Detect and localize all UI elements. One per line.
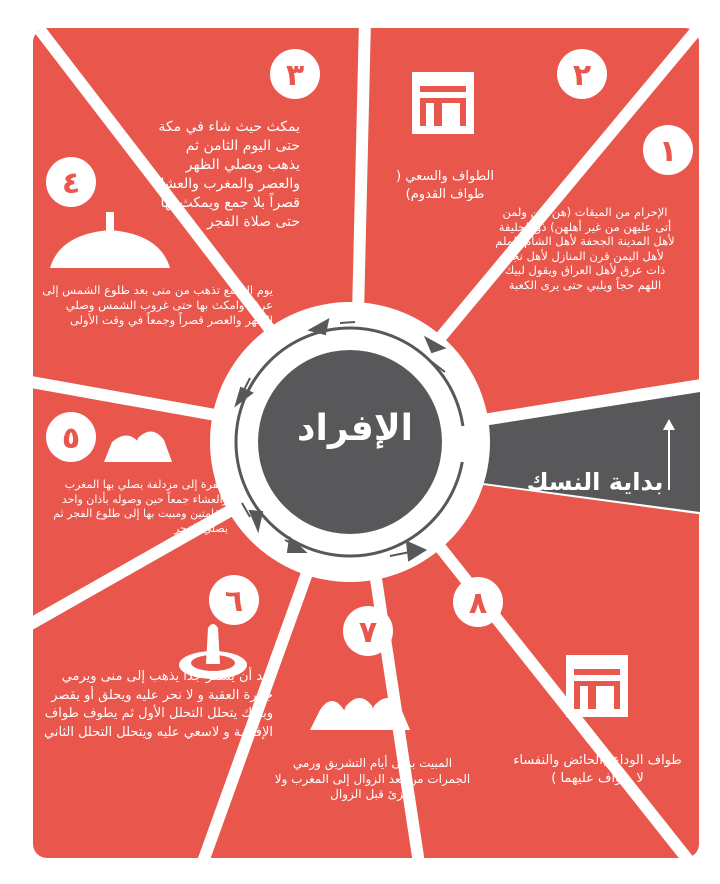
- kaaba-icon: [566, 655, 628, 717]
- center-title: الإفراد: [297, 408, 413, 449]
- step-text-4: يوم التاسع تذهب من منى بعد طلوع الشمس إلى عرفة وامكث بها حتى غروب الشمس وصلي الظهر والعصر قصراً وجمعاً في وقت الأولى: [42, 283, 273, 327]
- step-number-4: ٤: [61, 166, 81, 201]
- step-text-3: يمكث حيث شاء في مكة حتى اليوم الثامن ثم يذهب ويصلي الظهر والعصر والمغرب والعشاء قصراً بلا جمع ويمكث بها حتى صلاة الفجر: [153, 119, 300, 230]
- step-number-1: ١: [658, 134, 678, 169]
- step-number-5: ٥: [61, 421, 81, 456]
- step-text-1: الإحرام من الميقات (هن لهن ولمن أتى عليهن من غير أهلهن) ذو الحليفة لأهل المدينة الجحفة لأهل الشام يلملم لأهل اليمن قرن المنازل لأهل نجد ذات عرق لأهل العراق ويقول لبيك اللهم حجاً ويلبي حتى يرى الكعبة: [495, 205, 675, 292]
- step-number-7: ٧: [358, 615, 378, 650]
- step-text-8: طواف الوداع (الحائض والنفساء لا طواف عليهما ): [513, 753, 682, 786]
- kaaba-icon: [412, 72, 474, 134]
- step-text-7: المبيت بمنى أيام التشريق ورمي الجمرات من بعد الزوال إلى المغرب ولا يجزئ قبل الزوال: [274, 756, 471, 801]
- step-number-2: ٢: [572, 58, 592, 93]
- step-number-3: ٣: [285, 58, 305, 93]
- step-text-6: بعد أن يسفر جداً يذهب إلى منى ويرمي جمرة العقبة و لا نحر عليه ويحلق أو يقصر وبذلك يتحلل التحلل الأول ثم يطوف طواف الإفاضة و لاسعي عليه ويتحلل التحلل الثاني: [44, 669, 273, 740]
- step-number-6: ٦: [224, 584, 244, 619]
- step-number-8: ٨: [468, 586, 488, 621]
- step-text-2: الطواف والسعي ( طواف القدوم): [396, 169, 494, 202]
- start-label: بداية النسك: [526, 468, 664, 496]
- step-text-5: النفرة إلى مزدلفة يصلي بها المغرب والعشاء جمعاً حين وصوله بأذان واحد وإقامتين ومبيت بها إلى طلوع الفجر ثم يصلي الفجر: [53, 478, 228, 535]
